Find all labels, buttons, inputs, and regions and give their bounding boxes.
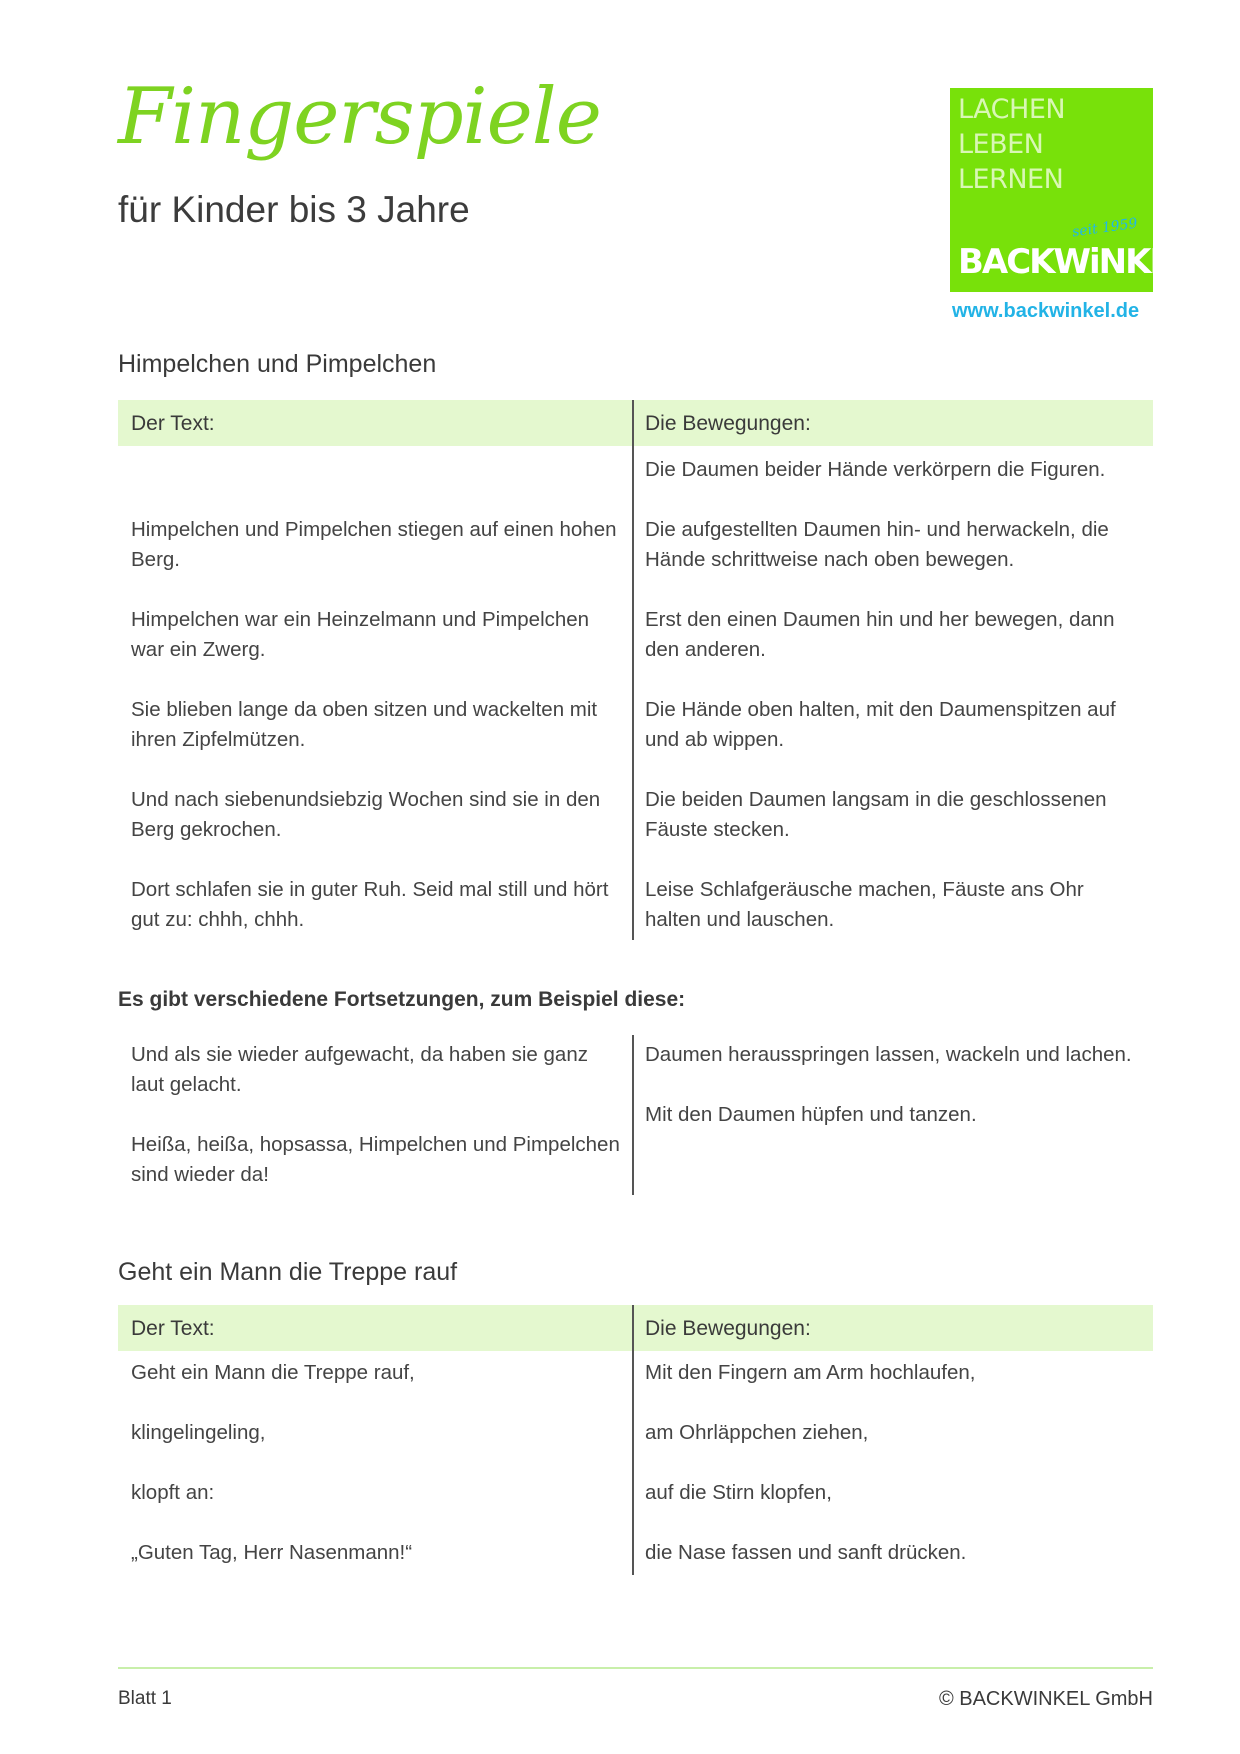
column-header-moves: Die Bewegungen:	[645, 1317, 811, 1340]
logo-line-leben: LEBEN	[958, 129, 1044, 160]
table-cell-move: Die beiden Daumen langsam in die geschlossenen Fäuste stecken.	[645, 788, 1107, 841]
logo-since: seit 1959	[1071, 215, 1139, 241]
table-cell-move: Die Hände oben halten, mit den Daumenspitzen auf und ab wippen.	[645, 698, 1116, 751]
table-cell-move: auf die Stirn klopfen,	[645, 1481, 832, 1504]
table-cell-move: am Ohrläppchen ziehen,	[645, 1421, 869, 1444]
table-cell-move: Die Daumen beider Hände verkörpern die Figuren.	[645, 458, 1106, 481]
footer-divider	[118, 1667, 1153, 1669]
table-cell-move: Mit den Daumen hüpfen und tanzen.	[645, 1103, 977, 1126]
table-cell-text: Heißa, heißa, hopsassa, Himpelchen und Pimpelchen sind wieder da!	[131, 1133, 620, 1186]
table-cell-move: Daumen herausspringen lassen, wackeln und lachen.	[645, 1043, 1132, 1066]
table-cell-text: Und nach siebenundsiebzig Wochen sind sie in den Berg gekrochen.	[131, 788, 601, 841]
page-number: Blatt 1	[118, 1688, 172, 1709]
table-cell-text: klopft an:	[131, 1481, 215, 1504]
table-cell-move: Leise Schlafgeräusche machen, Fäuste ans Ohr halten und lauschen.	[645, 878, 1084, 931]
table-cell-text: Sie blieben lange da oben sitzen und wackelten mit ihren Zipfelmützen.	[131, 698, 598, 751]
table-cell-text: „Guten Tag, Herr Nasenmann!“	[131, 1541, 413, 1564]
page-subtitle: für Kinder bis 3 Jahre	[118, 189, 470, 230]
continuation-note: Es gibt verschiedene Fortsetzungen, zum Beispiel diese:	[118, 988, 686, 1011]
column-header-moves: Die Bewegungen:	[645, 412, 811, 435]
logo-line-lernen: LERNEN	[958, 164, 1064, 195]
logo-line-lachen: LACHEN	[958, 94, 1066, 125]
column-divider	[632, 400, 634, 940]
column-header-text: Der Text:	[131, 412, 215, 435]
table-cell-text: Himpelchen und Pimpelchen stiegen auf einen hohen Berg.	[131, 518, 617, 571]
section-title-treppe: Geht ein Mann die Treppe rauf	[118, 1258, 458, 1286]
table-cell-text: klingelingeling,	[131, 1421, 266, 1444]
table-cell-text: Himpelchen war ein Heinzelmann und Pimpelchen war ein Zwerg.	[131, 608, 590, 661]
table-cell-text: Dort schlafen sie in guter Ruh. Seid mal still und hört gut zu: chhh, chhh.	[131, 878, 609, 931]
table-cell-move: die Nase fassen und sanft drücken.	[645, 1541, 967, 1564]
page-title: Fingerspiele	[118, 72, 601, 162]
website-link[interactable]: www.backwinkel.de	[952, 300, 1140, 322]
table-treppe	[118, 1305, 1153, 1575]
section-title-himpelchen: Himpelchen und Pimpelchen	[118, 350, 437, 378]
table-cell-move: Mit den Fingern am Arm hochlaufen,	[645, 1361, 976, 1384]
table-continuation	[118, 1035, 1153, 1195]
table-cell-move: Erst den einen Daumen hin und her bewegen, dann den anderen.	[645, 608, 1115, 661]
copyright: © BACKWINKEL GmbH	[938, 1688, 1153, 1710]
table-cell-text: Und als sie wieder aufgewacht, da haben sie ganz laut gelacht.	[131, 1043, 588, 1096]
logo-brand: BACKWiNKEL	[958, 242, 1191, 282]
table-header-row	[118, 400, 1153, 446]
table-cell-text: Geht ein Mann die Treppe rauf,	[131, 1361, 415, 1384]
column-header-text: Der Text:	[131, 1317, 215, 1340]
table-himpelchen	[118, 400, 1153, 940]
table-cell-move: Die aufgestellten Daumen hin- und herwackeln, die Hände schrittweise nach oben bewegen.	[645, 518, 1109, 571]
table-header-row	[118, 1305, 1153, 1351]
backwinkel-logo	[950, 88, 1191, 292]
column-divider	[632, 1035, 634, 1195]
column-divider	[632, 1305, 634, 1575]
